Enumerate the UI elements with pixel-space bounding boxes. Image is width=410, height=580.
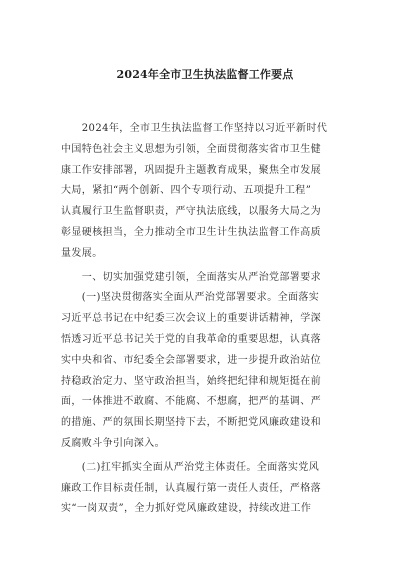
body-text-line: 量发展。 — [61, 247, 103, 259]
body-text-line: 面，一体推进不敢腐、不能腐、不想腐，把严的基调、严 — [61, 396, 321, 408]
body-text-line: (二)扛牢抓实全面从严治党主体责任。全面落实党风 — [61, 461, 320, 473]
body-text-line: 中国特色社会主义思想为引领，全面贯彻落实省市卫生健 — [61, 143, 321, 155]
body-text-line: 实中央和省、市纪委全会部署要求，进一步提升政治站位 — [61, 354, 321, 366]
document-body — [61, 119, 351, 520]
body-text-line: 持稳政治定力、坚守政治担当，始终把纪律和规矩挺在前 — [61, 375, 321, 387]
body-text-line: 彰显硬核担当，全力推动全市卫生计生执法监督工作高质 — [61, 226, 321, 238]
body-text-line: 认真履行卫生监督职责，严守执法底线，以服务大局之为 — [61, 206, 321, 218]
body-text-line: 大局，紧扣“两个创新、四个专项行动、五项提升工程” — [61, 185, 312, 197]
body-text-line: (一)坚决贯彻落实全面从严治党部署要求。全面落实 — [61, 292, 320, 304]
body-text-line: 康工作安排部署，巩固提升主题教育成果，聚焦全市发展 — [61, 164, 321, 176]
body-text-line: 悟透习近平总书记关于党的自我革命的重要思想，认真落 — [61, 333, 321, 345]
body-text-line: 2024年，全市卫生执法监督工作坚持以习近平新时代 — [61, 123, 328, 134]
body-text-line: 习近平总书记在中纪委三次会议上的重要讲话精神，学深 — [61, 313, 321, 325]
document-title: 2024年全市卫生执法监督工作要点 — [116, 68, 294, 81]
body-text-line: 廉政工作目标责任制，认真履行第一责任人责任，严格落 — [61, 482, 321, 494]
body-text-line: 实“一岗双责”，全力抓好党风廉政建设，持续改进工作 — [61, 503, 312, 515]
body-text-line: 的措施、严的氛围长期坚持下去，不断把党风廉政建设和 — [61, 417, 321, 429]
body-text-line: 反腐败斗争引向深入。 — [61, 437, 165, 449]
body-text-line: 一、切实加强党建引领，全面落实从严治党部署要求 — [61, 271, 321, 283]
